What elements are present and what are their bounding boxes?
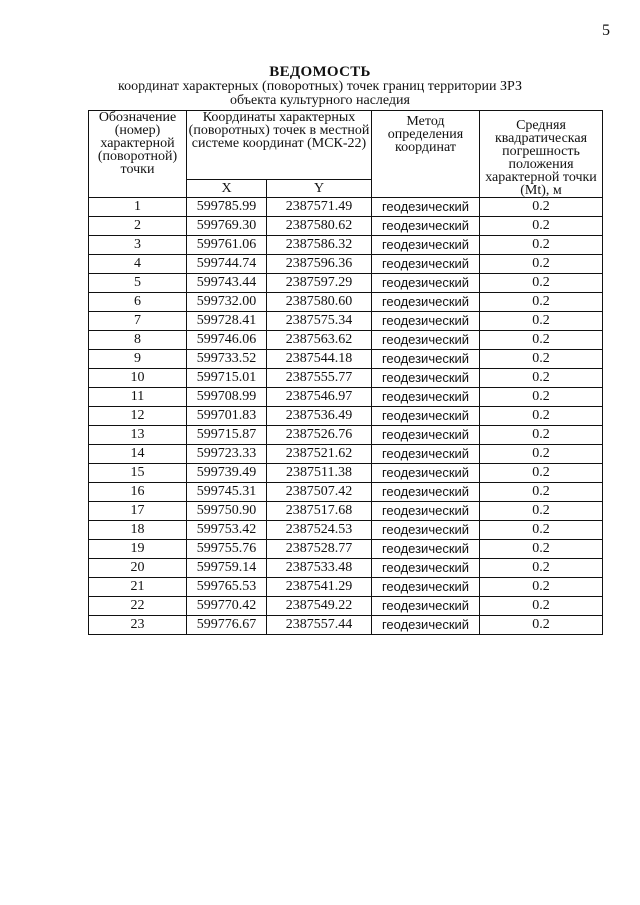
method-cell: геодезический xyxy=(372,559,480,578)
x-coordinate-cell: 599746.06 xyxy=(187,331,267,350)
error-cell: 0.2 xyxy=(480,388,603,407)
point-number-cell: 6 xyxy=(89,293,187,312)
error-cell: 0.2 xyxy=(480,198,603,217)
table-row xyxy=(89,426,603,445)
error-cell: 0.2 xyxy=(480,502,603,521)
table-row xyxy=(89,445,603,464)
error-cell: 0.2 xyxy=(480,369,603,388)
table-row xyxy=(89,540,603,559)
y-coordinate-cell: 2387596.36 xyxy=(267,255,372,274)
point-number-cell: 19 xyxy=(89,540,187,559)
point-number-cell: 12 xyxy=(89,407,187,426)
point-number-cell: 4 xyxy=(89,255,187,274)
subtitle-line-2: объекта культурного наследия xyxy=(230,93,410,108)
x-coordinate-cell: 599715.87 xyxy=(187,426,267,445)
error-cell: 0.2 xyxy=(480,407,603,426)
table-row xyxy=(89,255,603,274)
point-number-cell: 11 xyxy=(89,388,187,407)
y-coordinate-cell: 2387526.76 xyxy=(267,426,372,445)
method-cell: геодезический xyxy=(372,407,480,426)
table-row xyxy=(89,597,603,616)
table-row xyxy=(89,198,603,217)
header-coordinates: Координаты характерных (поворотных) точек в местной системе координат (МСК-22) xyxy=(187,111,372,180)
y-coordinate-cell: 2387528.77 xyxy=(267,540,372,559)
subtitle-line-1: координат характерных (поворотных) точек границ территории ЗРЗ xyxy=(117,79,523,94)
table-row xyxy=(89,217,603,236)
page-number: 5 xyxy=(602,22,610,39)
document-subtitle xyxy=(0,80,640,108)
point-number-cell: 16 xyxy=(89,483,187,502)
y-coordinate-cell: 2387580.60 xyxy=(267,293,372,312)
method-cell: геодезический xyxy=(372,502,480,521)
y-coordinate-cell: 2387544.18 xyxy=(267,350,372,369)
error-cell: 0.2 xyxy=(480,331,603,350)
method-cell: геодезический xyxy=(372,521,480,540)
method-cell: геодезический xyxy=(372,236,480,255)
table-row xyxy=(89,350,603,369)
method-cell: геодезический xyxy=(372,426,480,445)
error-cell: 0.2 xyxy=(480,540,603,559)
y-coordinate-cell: 2387557.44 xyxy=(267,616,372,635)
point-number-cell: 13 xyxy=(89,426,187,445)
x-coordinate-cell: 599745.31 xyxy=(187,483,267,502)
y-coordinate-cell: 2387580.62 xyxy=(267,217,372,236)
y-coordinate-cell: 2387541.29 xyxy=(267,578,372,597)
y-coordinate-cell: 2387575.34 xyxy=(267,312,372,331)
point-number-cell: 8 xyxy=(89,331,187,350)
error-cell: 0.2 xyxy=(480,559,603,578)
point-number-cell: 5 xyxy=(89,274,187,293)
x-coordinate-cell: 599728.41 xyxy=(187,312,267,331)
method-cell: геодезический xyxy=(372,312,480,331)
y-coordinate-cell: 2387546.97 xyxy=(267,388,372,407)
point-number-cell: 21 xyxy=(89,578,187,597)
error-cell: 0.2 xyxy=(480,483,603,502)
y-coordinate-cell: 2387524.53 xyxy=(267,521,372,540)
point-number-cell: 7 xyxy=(89,312,187,331)
method-cell: геодезический xyxy=(372,217,480,236)
x-coordinate-cell: 599759.14 xyxy=(187,559,267,578)
header-error: Средняя квадратическая погрешность положения характерной точки (Mt), м xyxy=(480,111,603,198)
error-cell: 0.2 xyxy=(480,274,603,293)
method-cell: геодезический xyxy=(372,616,480,635)
method-cell: геодезический xyxy=(372,445,480,464)
method-cell: геодезический xyxy=(372,369,480,388)
point-number-cell: 18 xyxy=(89,521,187,540)
error-cell: 0.2 xyxy=(480,426,603,445)
point-number-cell: 17 xyxy=(89,502,187,521)
error-cell: 0.2 xyxy=(480,521,603,540)
table-row xyxy=(89,388,603,407)
y-coordinate-cell: 2387549.22 xyxy=(267,597,372,616)
method-cell: геодезический xyxy=(372,483,480,502)
y-coordinate-cell: 2387511.38 xyxy=(267,464,372,483)
error-cell: 0.2 xyxy=(480,445,603,464)
x-coordinate-cell: 599776.67 xyxy=(187,616,267,635)
table-row xyxy=(89,236,603,255)
x-coordinate-cell: 599715.01 xyxy=(187,369,267,388)
method-cell: геодезический xyxy=(372,388,480,407)
y-coordinate-cell: 2387563.62 xyxy=(267,331,372,350)
method-cell: геодезический xyxy=(372,293,480,312)
table-row xyxy=(89,483,603,502)
table-row xyxy=(89,578,603,597)
point-number-cell: 20 xyxy=(89,559,187,578)
error-cell: 0.2 xyxy=(480,464,603,483)
point-number-cell: 9 xyxy=(89,350,187,369)
point-number-cell: 2 xyxy=(89,217,187,236)
y-coordinate-cell: 2387571.49 xyxy=(267,198,372,217)
error-cell: 0.2 xyxy=(480,578,603,597)
x-coordinate-cell: 599744.74 xyxy=(187,255,267,274)
header-x: X xyxy=(187,179,267,198)
y-coordinate-cell: 2387586.32 xyxy=(267,236,372,255)
y-coordinate-cell: 2387536.49 xyxy=(267,407,372,426)
x-coordinate-cell: 599755.76 xyxy=(187,540,267,559)
method-cell: геодезический xyxy=(372,597,480,616)
y-coordinate-cell: 2387597.29 xyxy=(267,274,372,293)
method-cell: геодезический xyxy=(372,331,480,350)
y-coordinate-cell: 2387517.68 xyxy=(267,502,372,521)
error-cell: 0.2 xyxy=(480,255,603,274)
table-row xyxy=(89,502,603,521)
coordinates-table xyxy=(88,110,603,635)
error-cell: 0.2 xyxy=(480,217,603,236)
table-row xyxy=(89,293,603,312)
x-coordinate-cell: 599770.42 xyxy=(187,597,267,616)
table-row xyxy=(89,464,603,483)
x-coordinate-cell: 599701.83 xyxy=(187,407,267,426)
method-cell: геодезический xyxy=(372,274,480,293)
x-coordinate-cell: 599743.44 xyxy=(187,274,267,293)
error-cell: 0.2 xyxy=(480,597,603,616)
x-coordinate-cell: 599739.49 xyxy=(187,464,267,483)
x-coordinate-cell: 599732.00 xyxy=(187,293,267,312)
table-body xyxy=(89,198,603,635)
x-coordinate-cell: 599765.53 xyxy=(187,578,267,597)
error-cell: 0.2 xyxy=(480,616,603,635)
x-coordinate-cell: 599733.52 xyxy=(187,350,267,369)
point-number-cell: 3 xyxy=(89,236,187,255)
method-cell: геодезический xyxy=(372,540,480,559)
table-row xyxy=(89,559,603,578)
document-title: ВЕДОМОСТЬ xyxy=(269,64,371,80)
error-cell: 0.2 xyxy=(480,350,603,369)
point-number-cell: 1 xyxy=(89,198,187,217)
x-coordinate-cell: 599723.33 xyxy=(187,445,267,464)
method-cell: геодезический xyxy=(372,578,480,597)
table-row xyxy=(89,331,603,350)
method-cell: геодезический xyxy=(372,464,480,483)
header-designation: Обозначение (номер) характерной (поворотной) точки xyxy=(89,111,187,198)
point-number-cell: 15 xyxy=(89,464,187,483)
point-number-cell: 14 xyxy=(89,445,187,464)
point-number-cell: 10 xyxy=(89,369,187,388)
error-cell: 0.2 xyxy=(480,293,603,312)
y-coordinate-cell: 2387555.77 xyxy=(267,369,372,388)
table-row xyxy=(89,616,603,635)
table-row xyxy=(89,274,603,293)
table-row xyxy=(89,521,603,540)
table-row xyxy=(89,407,603,426)
x-coordinate-cell: 599769.30 xyxy=(187,217,267,236)
error-cell: 0.2 xyxy=(480,312,603,331)
table-row xyxy=(89,369,603,388)
y-coordinate-cell: 2387533.48 xyxy=(267,559,372,578)
x-coordinate-cell: 599708.99 xyxy=(187,388,267,407)
y-coordinate-cell: 2387507.42 xyxy=(267,483,372,502)
header-y: Y xyxy=(267,179,372,198)
method-cell: геодезический xyxy=(372,198,480,217)
error-cell: 0.2 xyxy=(480,236,603,255)
point-number-cell: 22 xyxy=(89,597,187,616)
method-cell: геодезический xyxy=(372,255,480,274)
x-coordinate-cell: 599750.90 xyxy=(187,502,267,521)
x-coordinate-cell: 599761.06 xyxy=(187,236,267,255)
x-coordinate-cell: 599753.42 xyxy=(187,521,267,540)
header-method: Метод определения координат xyxy=(372,111,480,198)
x-coordinate-cell: 599785.99 xyxy=(187,198,267,217)
method-cell: геодезический xyxy=(372,350,480,369)
y-coordinate-cell: 2387521.62 xyxy=(267,445,372,464)
table-row xyxy=(89,312,603,331)
point-number-cell: 23 xyxy=(89,616,187,635)
